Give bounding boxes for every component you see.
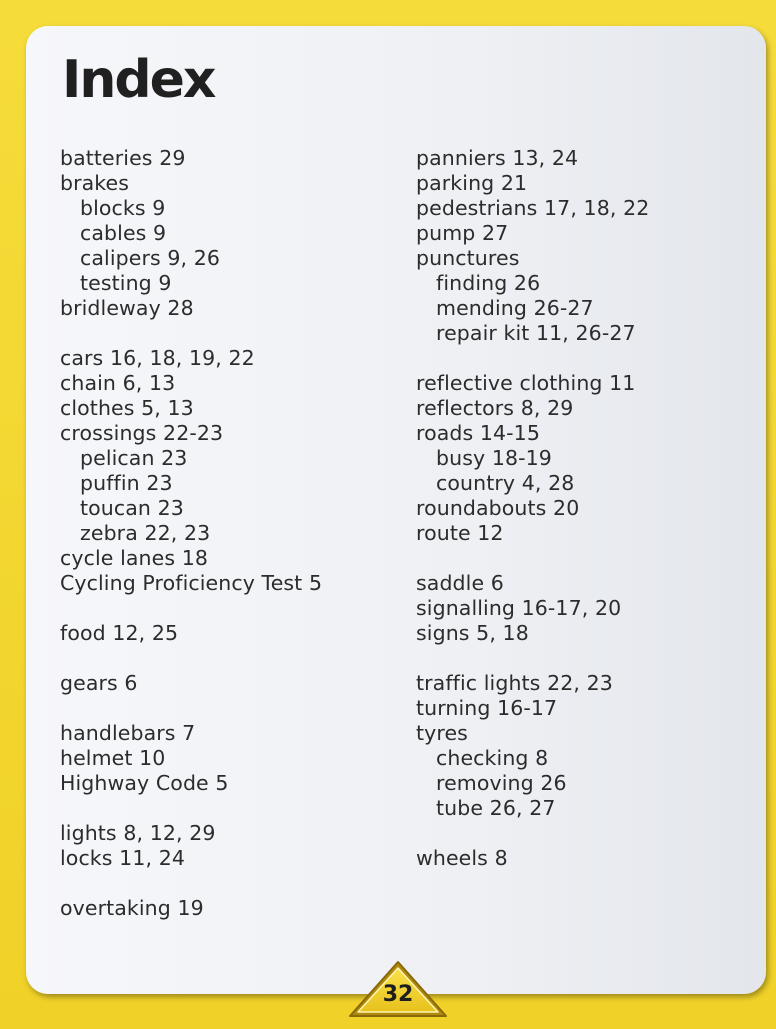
index-entry: helmet 10 — [60, 746, 166, 770]
index-entry: signs 5, 18 — [416, 621, 529, 645]
index-entry: crossings 22-23 — [60, 421, 224, 445]
index-subentry: zebra 22, 23 — [80, 521, 211, 545]
index-group-gap — [60, 596, 322, 621]
index-subentry: checking 8 — [436, 746, 549, 770]
index-entry: reflectors 8, 29 — [416, 396, 574, 420]
index-entry: overtaking 19 — [60, 896, 204, 920]
page-number: 32 — [382, 982, 414, 1007]
index-subentry: repair kit 11, 26-27 — [436, 321, 636, 345]
index-entry: batteries 29 — [60, 146, 186, 170]
index-group-gap — [416, 821, 649, 846]
index-entry: reflective clothing 11 — [416, 371, 636, 395]
index-subentry: tube 26, 27 — [436, 796, 556, 820]
index-group-gap — [60, 871, 322, 896]
index-entry: cars 16, 18, 19, 22 — [60, 346, 255, 370]
index-entry: roads 14-15 — [416, 421, 540, 445]
index-subentry: blocks 9 — [80, 196, 166, 220]
index-entry: panniers 13, 24 — [416, 146, 579, 170]
index-subentry: puffin 23 — [80, 471, 173, 495]
index-subentry: calipers 9, 26 — [80, 246, 221, 270]
index-entry: Highway Code 5 — [60, 771, 229, 795]
index-entry: brakes — [60, 171, 130, 195]
index-subentry: mending 26-27 — [436, 296, 594, 320]
index-entry: locks 11, 24 — [60, 846, 185, 870]
index-subentry: testing 9 — [80, 271, 172, 295]
index-entry: bridleway 28 — [60, 296, 194, 320]
index-entry: cycle lanes 18 — [60, 546, 209, 570]
index-subentry: busy 18-19 — [436, 446, 552, 470]
index-group-gap — [416, 646, 649, 671]
index-group-gap — [416, 346, 649, 371]
index-subentry: toucan 23 — [80, 496, 184, 520]
index-group-gap — [416, 546, 649, 571]
index-entry: traffic lights 22, 23 — [416, 671, 613, 695]
index-group-gap — [60, 646, 322, 671]
index-entry: lights 8, 12, 29 — [60, 821, 216, 845]
index-entry: roundabouts 20 — [416, 496, 580, 520]
index-entry: gears 6 — [60, 671, 138, 695]
index-entry: pump 27 — [416, 221, 509, 245]
index-group-gap — [60, 321, 322, 346]
index-entry: tyres — [416, 721, 468, 745]
index-entry: Cycling Proficiency Test 5 — [60, 571, 323, 595]
index-entry: parking 21 — [416, 171, 528, 195]
index-subentry: country 4, 28 — [436, 471, 575, 495]
index-entry: saddle 6 — [416, 571, 504, 595]
index-entry: food 12, 25 — [60, 621, 179, 645]
index-entry: handlebars 7 — [60, 721, 196, 745]
index-entry: route 12 — [416, 521, 504, 545]
index-entry: signalling 16-17, 20 — [416, 596, 622, 620]
index-subentry: removing 26 — [436, 771, 567, 795]
index-subentry: cables 9 — [80, 221, 167, 245]
page-number-badge — [346, 958, 450, 1020]
index-entry: punctures — [416, 246, 520, 270]
index-subentry: pelican 23 — [80, 446, 188, 470]
index-entry: wheels 8 — [416, 846, 508, 870]
index-entry: turning 16-17 — [416, 696, 558, 720]
index-subentry: finding 26 — [436, 271, 541, 295]
page-title: Index — [62, 50, 215, 110]
index-group-gap — [60, 796, 322, 821]
index-entry: pedestrians 17, 18, 22 — [416, 196, 650, 220]
index-group-gap — [60, 696, 322, 721]
index-column-left — [60, 146, 322, 921]
index-entry: clothes 5, 13 — [60, 396, 194, 420]
index-entry: chain 6, 13 — [60, 371, 176, 395]
index-column-right — [416, 146, 649, 871]
